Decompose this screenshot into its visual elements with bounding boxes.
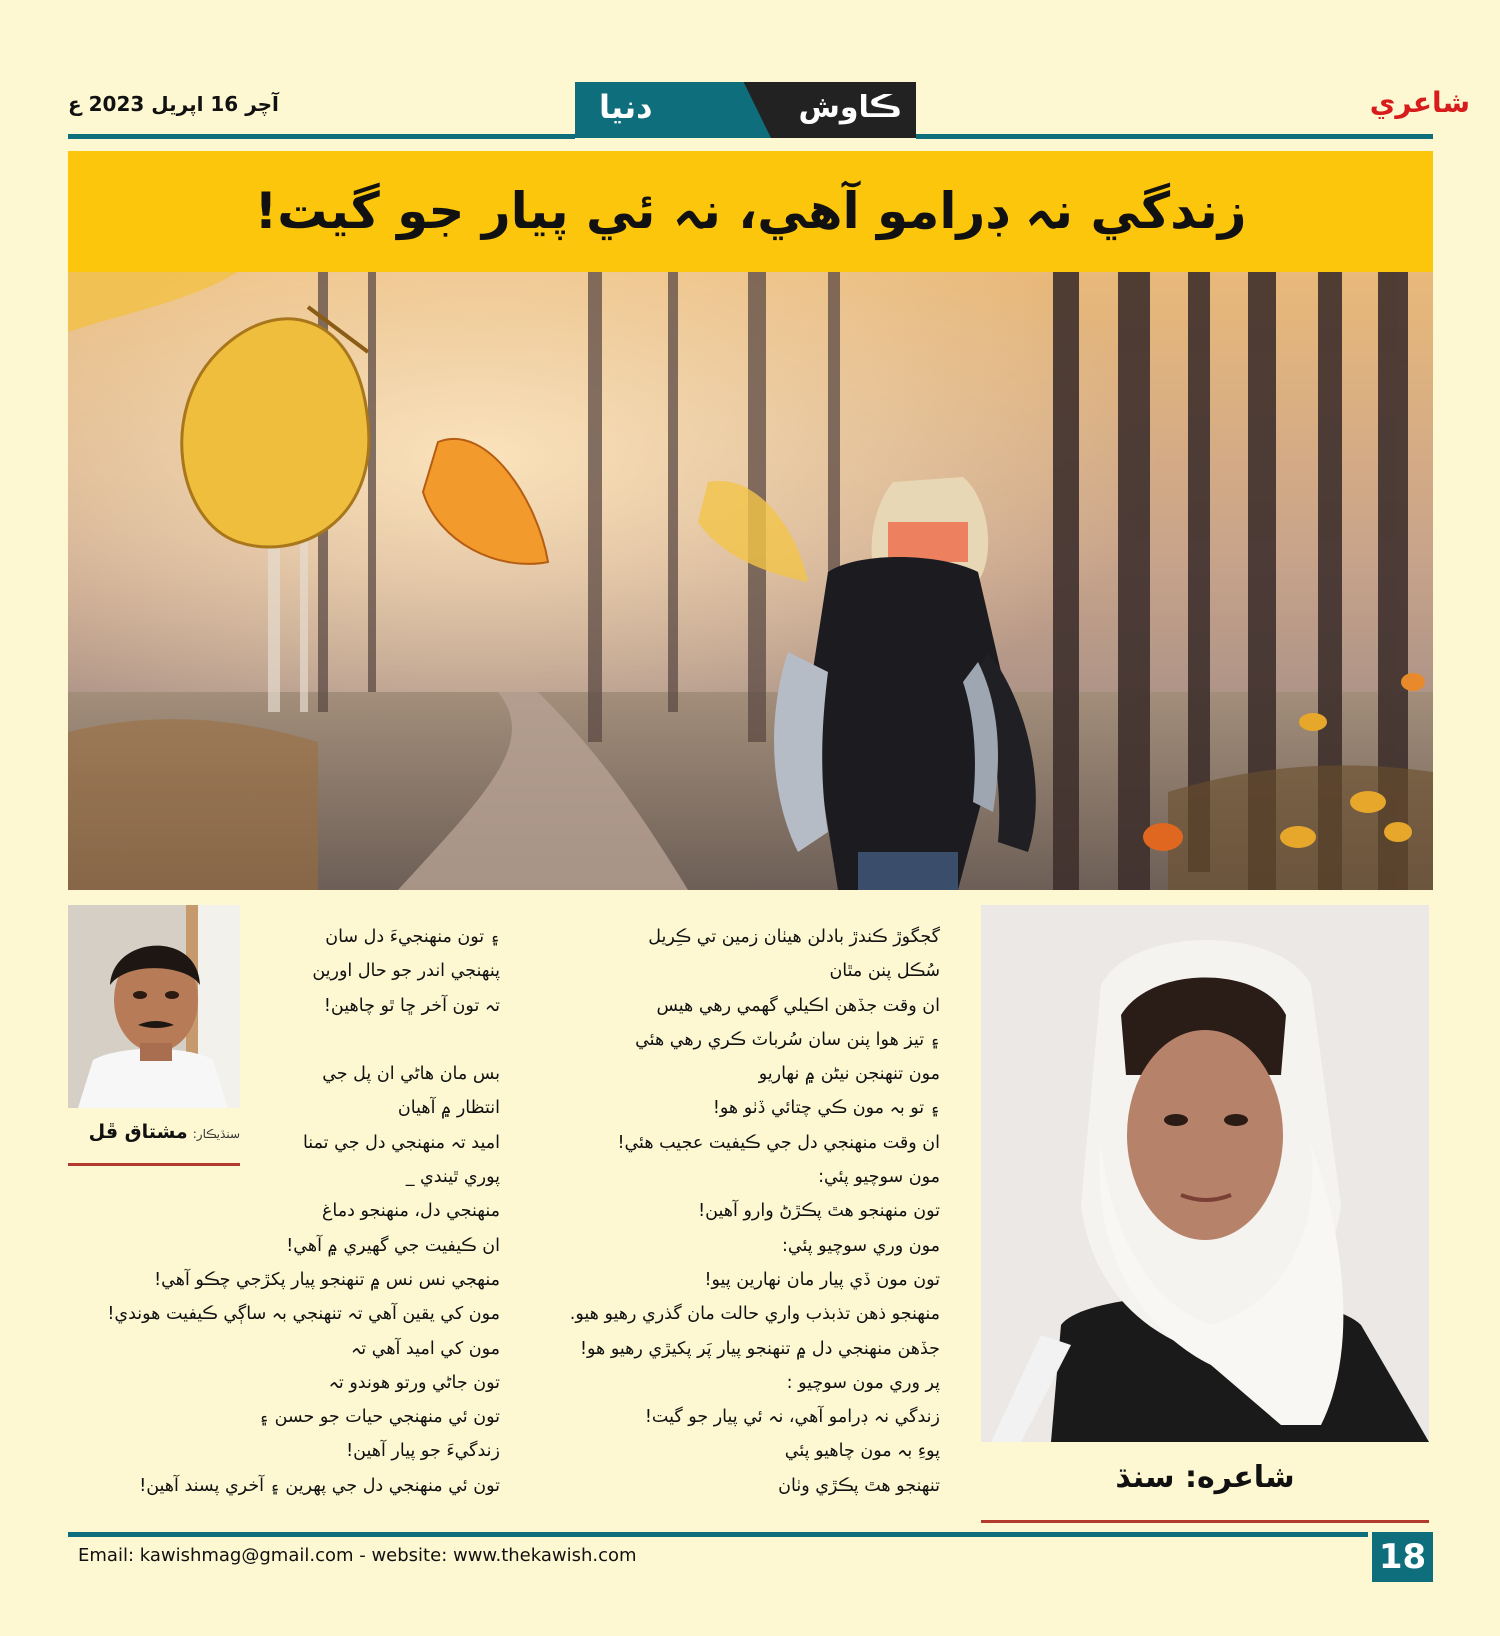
poem-line: اميد تہ منهنجي دل جي تمنا	[302, 1132, 500, 1153]
poem-line: تون ئي منهنجي حيات جو حسن ۽	[258, 1407, 500, 1428]
poem-line: پوءِ بہ مون چاهيو پئي	[784, 1441, 940, 1462]
poem-line: پر وري مون سوچيو :	[786, 1372, 940, 1393]
poem-line: منهنجو ذهن تذبذب واري حالت مان گذري رهيو هيو.	[569, 1304, 940, 1325]
poet-credit: شاعره: سنڌ	[1115, 1460, 1295, 1495]
section-name: شاعري	[1369, 86, 1470, 119]
poem-line: انتظار ۾ آهيان	[397, 1098, 500, 1119]
masthead-dunya: دنيا	[599, 88, 653, 126]
poem-line: ان وقت جڏهن اڪيلي گهمي رهي هيس	[656, 995, 940, 1016]
footer-contact: Email: kawishmag@gmail.com - website: www.thekawish.com	[78, 1545, 637, 1566]
headline: زندگي نہ ڊرامو آهي، نہ ئي پيار جو گيت!	[254, 182, 1247, 240]
header-rule-left	[68, 134, 575, 139]
poem-line: زندگي نہ ڊرامو آهي، نہ ئي پيار جو گيت!	[644, 1407, 940, 1428]
poem-line: مون سوچيو پئي:	[818, 1167, 940, 1188]
autumn-forest-photo	[68, 272, 1433, 890]
poem-line: مون کي يقين آهي تہ تنهنجي بہ ساڳي ڪيفيت هوندي!	[107, 1304, 500, 1325]
poem-line: مون وري سوچيو پئي:	[781, 1235, 940, 1256]
poem-column-right	[520, 920, 940, 1503]
masthead-logo	[575, 82, 916, 138]
poem-column-left	[80, 920, 500, 1503]
poet-portrait	[981, 905, 1429, 1442]
poem-line: مون تنهنجن نيڻن ۾ نهاريو	[758, 1064, 940, 1085]
poem-line: زندگيءَ جو پيار آهين!	[346, 1441, 500, 1462]
collector-name: مشتاق ڦل	[88, 1121, 188, 1143]
poem-line: تون مون ڏي پيار مان نهارين پيو!	[704, 1269, 940, 1290]
poem-line: بس مان هاڻي ان پل جي	[322, 1064, 500, 1085]
poem-line: جڏهن منهنجي دل ۾ تنهنجو پيار پَر پکيڙي رهيو هو!	[579, 1338, 940, 1359]
poem-line: ۽ تيز هوا پنن سان سُرباٽ ڪري رهي هئي	[635, 1029, 940, 1050]
poem-line: پوري ٿيندي _	[405, 1167, 500, 1188]
poem-line: تنهنجو هٿ پڪڙي وٺان	[778, 1475, 940, 1496]
poem-line: تہ تون آخر ڇا ٿو چاهين!	[323, 995, 500, 1016]
poem-line: منهنجي دل، منهنجو دماغ	[321, 1201, 500, 1222]
poem-line: سُڪل پنن مٿان	[829, 961, 940, 982]
poet-rule	[981, 1520, 1429, 1523]
poem-line: ان ڪيفيت جي گهيري ۾ آهي!	[286, 1235, 500, 1256]
header-rule-right	[916, 134, 1433, 139]
poem-line: ۽ تون منهنجيءَ دل سان	[325, 927, 500, 947]
poem-line: مون کي اميد آهي تہ	[351, 1338, 500, 1359]
collector-label: سنڌيڪار:	[192, 1127, 240, 1141]
poem-line: تون ئي منهنجي دل جي پهرين ۽ آخري پسند آهين!	[139, 1475, 500, 1496]
poem-line: ۽ تو بہ مون ڪي چتائي ڏٺو هو!	[712, 1098, 940, 1119]
page-number: 18	[1372, 1532, 1433, 1582]
masthead-kawish: ڪاوش	[798, 90, 902, 125]
poem-line: منهجي نس نس ۾ تنهنجو پيار پکڙجي چڪو آهي!	[154, 1269, 500, 1290]
poem-line: گجگوڙ ڪندڙ بادلن هيٺان زمين تي ڪِريل	[648, 927, 940, 947]
poem-line: تون جاڻي ورتو هوندو تہ	[328, 1372, 500, 1393]
poem-line: ان وقت منهنجي دل جي ڪيفيت عجيب هئي!	[617, 1132, 940, 1153]
poem-line: تون منهنجو هٿ پڪڙڻ وارو آهين!	[698, 1201, 940, 1222]
stanza-gap	[80, 1023, 500, 1057]
poem-line: پنهنجي اندر جو حال اورين	[312, 961, 500, 982]
footer-rule	[68, 1532, 1368, 1537]
issue-date: آچر 16 اپريل 2023 ع	[68, 92, 279, 116]
